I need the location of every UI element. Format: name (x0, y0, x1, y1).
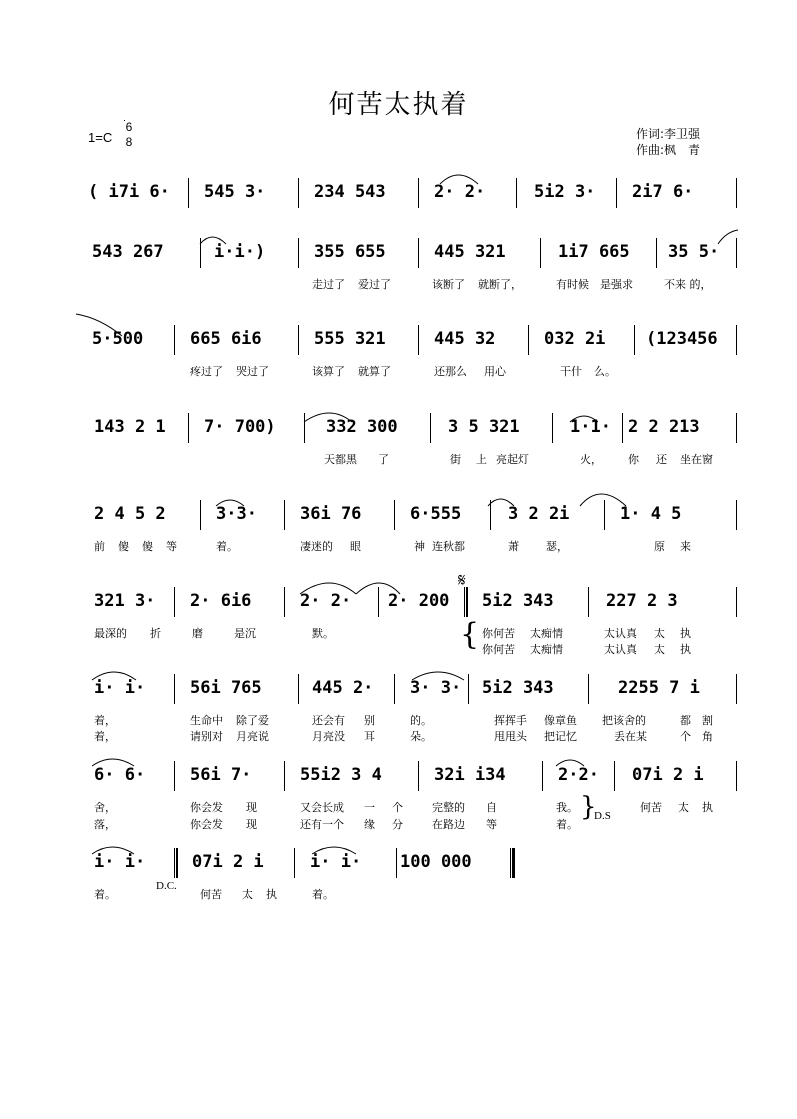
lyric: 来 (680, 540, 691, 553)
lyric: 着， (94, 714, 116, 727)
measure: 6· 6· (94, 765, 146, 785)
lyric: 火， (580, 453, 602, 466)
lyric: 落， (94, 818, 116, 831)
time-sig-top: 6 (125, 120, 133, 134)
lyric: 爱过了 (358, 278, 391, 291)
measure: 5i2 343 (482, 678, 554, 698)
lyric: 完整的 (432, 801, 465, 814)
lyric: 前 (94, 540, 105, 553)
lyric: 执 (266, 888, 277, 901)
lyric: 眼 (350, 540, 361, 553)
lyric: 月亮说 (236, 730, 269, 743)
measure: (123456 (646, 329, 718, 349)
lyric: 折 (150, 627, 161, 640)
lyric: 太 (242, 888, 253, 901)
lyric: 瑟， (546, 540, 568, 553)
lyric: 你会发 (190, 801, 223, 814)
measure: 3 5 321 (448, 417, 520, 437)
lyric: 请别对 (190, 730, 223, 743)
lyric: 还有一个 (300, 818, 344, 831)
lyric: 不来 的， (664, 278, 712, 291)
lyric: 着。 (312, 888, 334, 901)
measure: 5i2 343 (482, 591, 554, 611)
measure: 2i7 6· (632, 182, 694, 202)
lyric: 亮起灯 (496, 453, 529, 466)
lyric: 个 (392, 801, 403, 814)
measure: 2· 2· (300, 591, 352, 611)
lyric: 你 (628, 453, 639, 466)
measure: i·i·) (214, 242, 266, 262)
measure: 56i 7· (190, 765, 252, 785)
lyric: 自 (486, 801, 497, 814)
measure: 2 2 213 (628, 417, 700, 437)
measure: 332 300 (326, 417, 398, 437)
measure: 35 5· (668, 242, 720, 262)
lyric: 坐在窗 (680, 453, 713, 466)
lyric: 太 (654, 643, 665, 656)
lyric: 执 (680, 627, 691, 640)
lyric: 该断了 (432, 278, 465, 291)
lyric: 街 (450, 453, 461, 466)
measure: 3 2 2i (508, 504, 570, 524)
measure: 1·1· (570, 417, 611, 437)
measure: 321 3· (94, 591, 156, 611)
measure: 36i 76 (300, 504, 362, 524)
measure: 2· 200 (388, 591, 450, 611)
lyric: 连秋都 (432, 540, 465, 553)
lyric: 是强求 (600, 278, 633, 291)
lyric: 萧 (508, 540, 519, 553)
lyric: 傻 (118, 540, 129, 553)
lyric: 甩甩头 (494, 730, 527, 743)
song-title: 何苦太执着 (328, 90, 469, 120)
lyric: 把该舍的 (602, 714, 646, 727)
lyric: 等 (166, 540, 177, 553)
segno-mark: 𝄋 (458, 570, 466, 590)
lyric: 一 (364, 801, 375, 814)
lyric: 丢在某 (614, 730, 647, 743)
lyric: 现 (246, 818, 257, 831)
lyric: 走过了 (312, 278, 345, 291)
lyric: 还会有 (312, 714, 345, 727)
ds-mark: D.S (594, 810, 611, 822)
measure: 2· 6i6 (190, 591, 252, 611)
measure: i· i· (310, 852, 362, 872)
lyric: 太认真 (604, 627, 637, 640)
lyric: 神 (414, 540, 425, 553)
lyric: 太认真 (604, 643, 637, 656)
lyric: 像章鱼 (544, 714, 577, 727)
lyric: 用心 (484, 365, 506, 378)
verse-end-brace: } (580, 792, 597, 822)
measure: 234 543 (314, 182, 386, 202)
measure: 56i 765 (190, 678, 262, 698)
measure: 5i2 3· (534, 182, 596, 202)
measure: ( i7i 6· (88, 182, 170, 202)
measure: 545 3· (204, 182, 266, 202)
measure: 143 2 1 (94, 417, 166, 437)
measure: 032 2i (544, 329, 606, 349)
lyric: 有时候 (556, 278, 589, 291)
lyric: 角 (702, 730, 713, 743)
lyric: 就算了 (358, 365, 391, 378)
time-sig-bottom: 8 (125, 135, 133, 149)
measure: 55i2 3 4 (300, 765, 382, 785)
lyric: 执 (702, 801, 713, 814)
lyric: 割 (702, 714, 713, 727)
lyric: 着。 (216, 540, 238, 553)
measure: 227 2 3 (606, 591, 678, 611)
lyric: 磨 (192, 627, 203, 640)
lyric: 生命中 (190, 714, 223, 727)
lyric: 的。 (410, 714, 432, 727)
measure: i· i· (94, 852, 146, 872)
measure: 2 4 5 2 (94, 504, 166, 524)
lyric: 就断了， (478, 278, 522, 291)
lyric: 何苦 (200, 888, 222, 901)
lyric: 太痴情 (530, 643, 563, 656)
lyric: 上 (476, 453, 487, 466)
lyric: 分 (392, 818, 403, 831)
lyric: 着， (94, 730, 116, 743)
measure: 445 2· (312, 678, 374, 698)
lyric: 最深的 (94, 627, 127, 640)
lyric: 别 (364, 714, 375, 727)
lyric: 现 (246, 801, 257, 814)
lyric: 着。 (94, 888, 116, 901)
lyric: 还那么 (434, 365, 467, 378)
lyric: 哭过了 (236, 365, 269, 378)
measure: 2·2· (558, 765, 599, 785)
lyric: 天都黑 (324, 453, 357, 466)
lyric: 是沉 (234, 627, 256, 640)
measure: 555 321 (314, 329, 386, 349)
lyric: 还 (656, 453, 667, 466)
measure: i· i· (94, 678, 146, 698)
measure: 543 267 (92, 242, 164, 262)
measure: 7· 700) (204, 417, 276, 437)
measure: 07i 2 i (192, 852, 264, 872)
measure: 3·3· (216, 504, 257, 524)
lyric: 等 (486, 818, 497, 831)
lyric: 耳 (364, 730, 375, 743)
lyricist: 作词:李卫强 (636, 127, 701, 141)
lyric: 么。 (594, 365, 616, 378)
measure: 1· 4 5 (620, 504, 682, 524)
measure: 3· 3· (410, 678, 462, 698)
lyric: 了 (378, 453, 389, 466)
lyric: 何苦 (640, 801, 662, 814)
lyric: 我。 (556, 801, 578, 814)
lyric: 除了爱 (236, 714, 269, 727)
lyric: 默。 (312, 627, 334, 640)
lyric: 太 (654, 627, 665, 640)
lyric: 舍， (94, 801, 116, 814)
lyric: 个 (680, 730, 691, 743)
lyric: 缘 (364, 818, 375, 831)
lyric: 太 (678, 801, 689, 814)
key-signature: 1=C (88, 130, 113, 145)
lyric: 月亮没 (312, 730, 345, 743)
measure: 665 6i6 (190, 329, 262, 349)
measure: 445 321 (434, 242, 506, 262)
lyric: 在路边 (432, 818, 465, 831)
lyric: 你何苦 (482, 627, 515, 640)
lyric: 干什 (560, 365, 582, 378)
lyric: 太痴情 (530, 627, 563, 640)
lyric: 又会长成 (300, 801, 344, 814)
measure: 445 32 (434, 329, 496, 349)
lyric: 凄迷的 (300, 540, 333, 553)
measure: 2255 7 i (618, 678, 700, 698)
measure: 100 000 (400, 852, 472, 872)
measure: 32i i34 (434, 765, 506, 785)
measure: 07i 2 i (632, 765, 704, 785)
measure: 355 655 (314, 242, 386, 262)
lyric: 原 (654, 540, 665, 553)
lyric: 该算了 (312, 365, 345, 378)
lyric: 傻 (142, 540, 153, 553)
measure: 6·555 (410, 504, 462, 524)
composer: 作曲:枫 青 (636, 143, 701, 157)
lyric: 把记忆 (544, 730, 577, 743)
measure: 5·500 (92, 329, 144, 349)
measure: 1i7 665 (558, 242, 630, 262)
lyric: 朵。 (410, 730, 432, 743)
measure: 2· 2· (434, 182, 486, 202)
lyric: 执 (680, 643, 691, 656)
verse-brace: { (460, 617, 480, 652)
lyric: 挥挥手 (494, 714, 527, 727)
lyric: 着。 (556, 818, 578, 831)
lyric: 都 (680, 714, 691, 727)
lyric: 你何苦 (482, 643, 515, 656)
lyric: 你会发 (190, 818, 223, 831)
lyric: 疼过了 (190, 365, 223, 378)
dc-mark: D.C. (156, 880, 177, 892)
